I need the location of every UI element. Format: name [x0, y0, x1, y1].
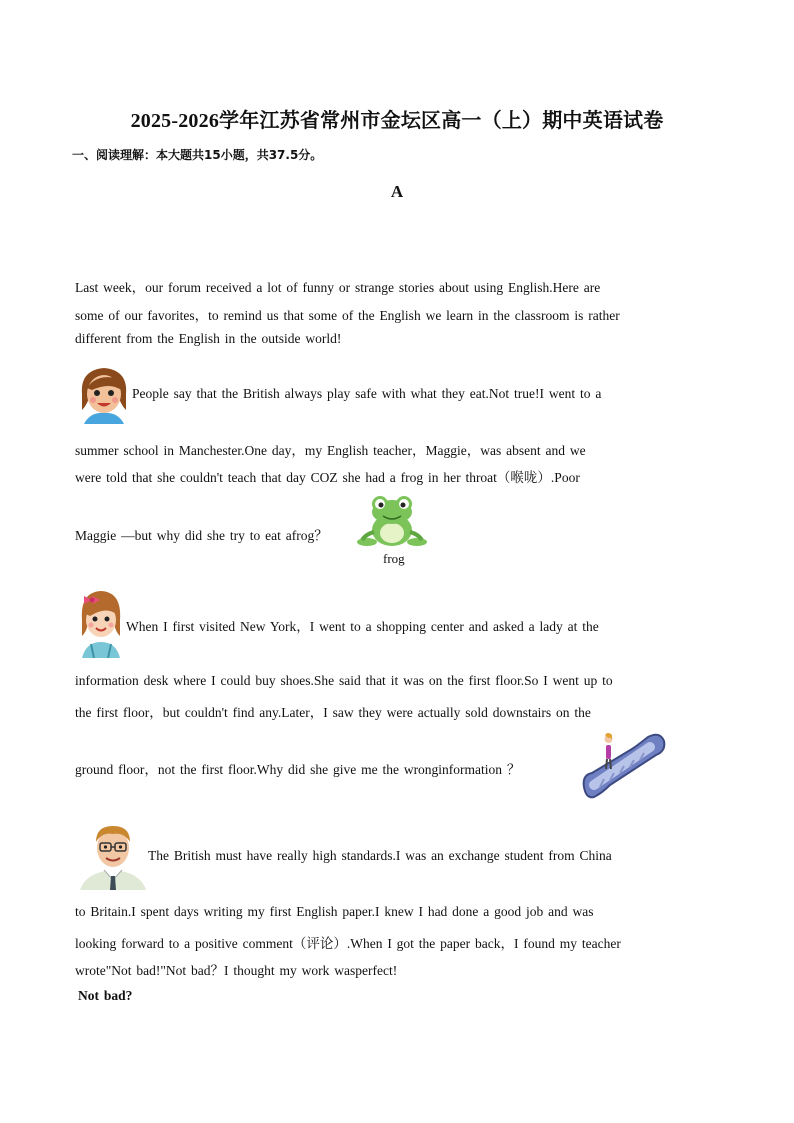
story3-line-1: The British must have really high standards.I was an exchange student from China: [148, 848, 612, 863]
story1-line-1: People say that the British always play safe with what they eat.Not true!I went to a: [132, 386, 602, 401]
story2-line-1: When I first visited New York，I went to a shopping center and asked a lady at the: [126, 619, 599, 634]
page-title: 2025-2026学年江苏省常州市金坛区高一（上）期中英语试卷: [130, 110, 664, 132]
intro-line-3: different from the English in the outside world!: [75, 331, 342, 346]
story1-line-4: Maggie —but why did she try to eat afrog？: [75, 528, 328, 543]
girl-bow-avatar-icon: [76, 586, 126, 658]
girl-avatar-icon: [76, 364, 132, 424]
man-avatar-icon: [78, 818, 148, 890]
closing-line: Not bad?: [78, 988, 133, 1003]
story2-line-3: the first floor，but couldn't find any.Later，I saw they were actually sold downstairs on the: [75, 705, 591, 720]
story3-line-4: wrote"Not bad!"Not bad？I thought my work wasperfect!: [75, 963, 398, 978]
intro-line-1: Last week，our forum received a lot of funny or strange stories about using English.Here are: [75, 280, 601, 295]
story3-line-3: looking forward to a positive comment（评论）.When I got the paper back，I found my teacher: [75, 936, 621, 951]
section-heading: 一、阅读理解：本大题共15小题，共37.5分。: [72, 148, 323, 162]
escalator-icon: [580, 727, 666, 802]
intro-line-2: some of our favorites，to remind us that some of the English we learn in the classroom is rather: [75, 308, 620, 323]
story1-line-2: summer school in Manchester.One day，my English teacher，Maggie，was absent and we: [75, 443, 586, 458]
story2-line-2: information desk where I could buy shoes.She said that it was on the first floor.So I went up to: [75, 673, 613, 688]
story3-line-2: to Britain.I spent days writing my first English paper.I knew I had done a good job and was: [75, 904, 594, 919]
story1-line-3: were told that she couldn't teach that day COZ she had a frog in her throat（喉咙）.Poor: [75, 470, 580, 485]
frog-icon: [356, 494, 428, 550]
story2-line-4: ground floor，not the first floor.Why did she give me the wronginformation ？: [75, 762, 521, 777]
passage-letter: A: [390, 182, 404, 201]
frog-caption: frog: [383, 551, 405, 566]
